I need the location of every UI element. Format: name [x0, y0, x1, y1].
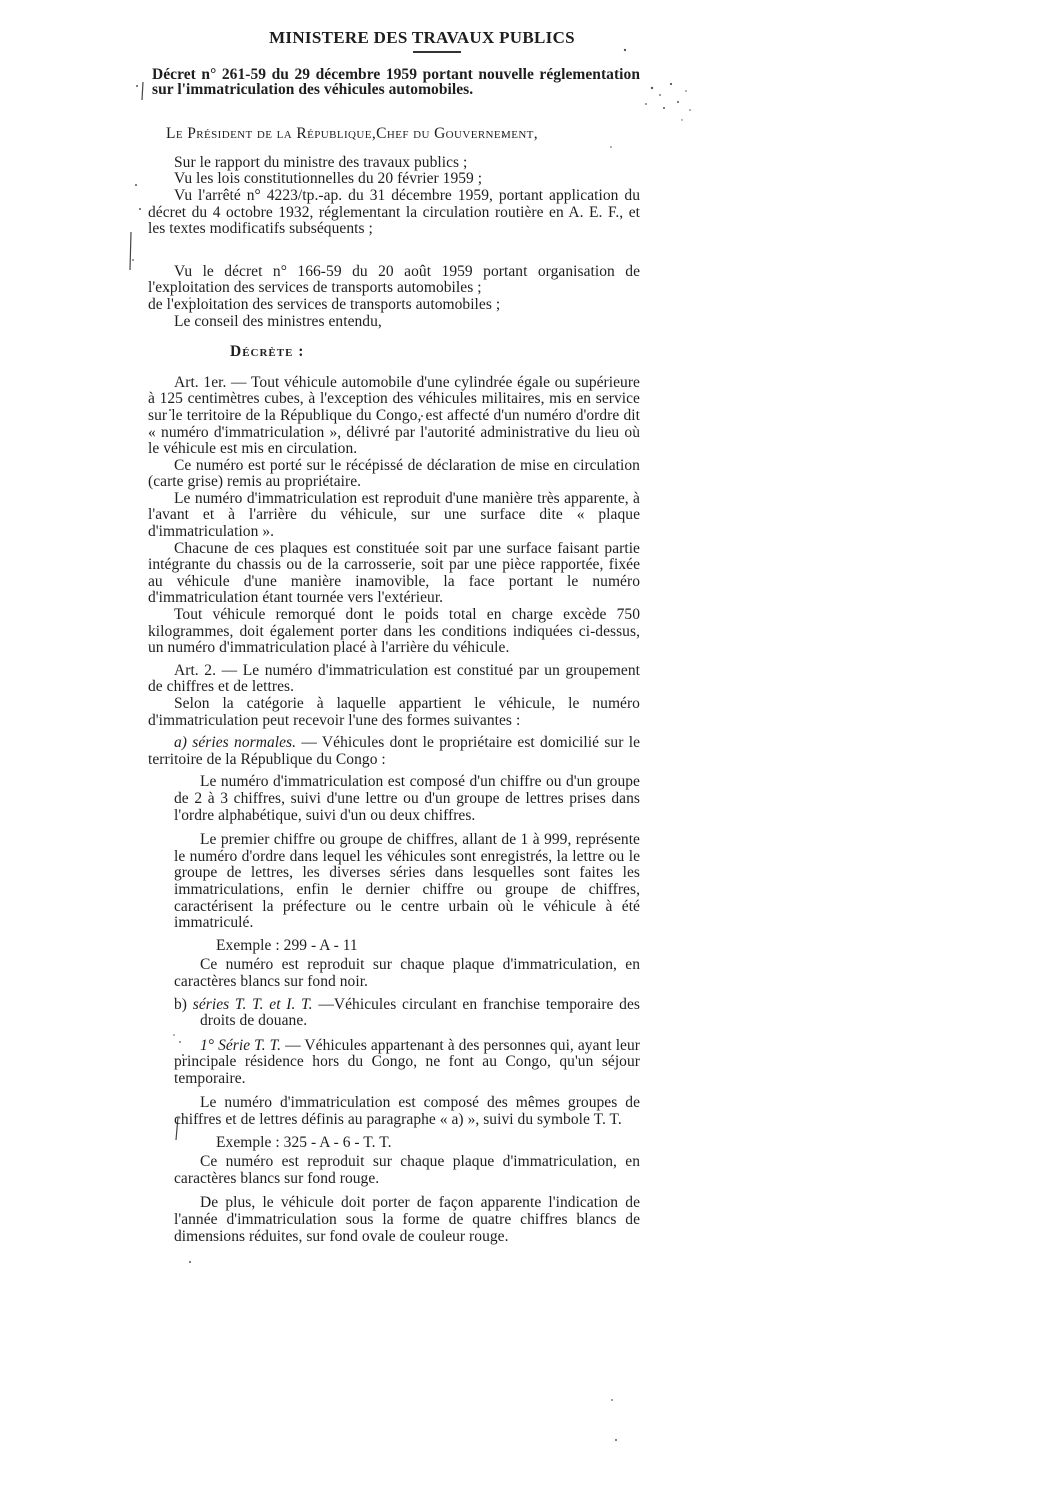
president-line: Le Président de la République,Chef du Gouvernement,: [166, 125, 539, 143]
visa-conseil: Le conseil des ministres entendu,: [174, 312, 382, 330]
visas: [148, 155, 640, 330]
series-b-text: —Véhicules circulant en franchise temporaire des droits de douane.: [200, 995, 640, 1030]
series-tt-example: Exemple : 325 - A - 6 - T. T.: [216, 1133, 392, 1151]
visa-lois: Vu les lois constitutionnelles du 20 février 1959 ;: [174, 170, 483, 188]
art1-para-5: Tout véhicule remorqué dont le poids total en charge excède 750 kilogrammes, doit également porter dans les conditions indiquées ci-dessus, un numéro d'immatriculation placé à l'arrière du véhicule.: [148, 606, 640, 657]
series-tt-para-3: De plus, le véhicule doit porter de façon apparente l'indication de l'année d'immatriculation sous la forme de quatre chiffres blancs de dimensions réduites, sur fond ovale de couleur rouge.: [174, 1194, 640, 1245]
title-rule: [413, 51, 461, 53]
art2-para-1: Art. 2. — Le numéro d'immatriculation est constitué par un groupement de chiffres et de lettres.: [148, 661, 640, 696]
visa-rapport: Sur le rapport du ministre des travaux publics ;: [174, 153, 468, 171]
series-b: [148, 997, 640, 1246]
series-a-para-3: Ce numéro est reproduit sur chaque plaque d'immatriculation, en caractères blancs sur fond noir.: [174, 956, 640, 990]
art1-para-1: Art. 1er. — Tout véhicule automobile d'une cylindrée égale ou supérieure à 125 centimètres cubes, à l'exception des véhicules militaires, mis en service sur le territoire de la République du Congo, est affecté d'un numéro d'ordre dit « numéro d'immatriculation », délivré par l'autorité administrative du lieu où le véhicule est mis en circulation.: [148, 373, 640, 458]
art1-para-2: Ce numéro est porté sur le récépissé de déclaration de mise en circulation (carte grise) remis au propriétaire.: [148, 456, 640, 491]
series-a-intro: [148, 735, 640, 768]
visa-arrete: Vu l'arrêté n° 4223/tp.-ap. du 31 décembre 1959, portant application du décret du 4 octobre 1932, réglementant la circulation routière en A. E. F., et les textes modificatifs subséquents ;: [148, 186, 640, 238]
decrete-heading: Décrète :: [230, 343, 305, 361]
visa-decret-166: Vu le décret n° 166-59 du 20 août 1959 portant organisation de l'exploitation des services de transports automobiles ;: [148, 262, 640, 297]
series-a-example: Exemple : 299 - A - 11: [216, 936, 358, 954]
article-1: [148, 375, 640, 657]
series-tt-label: 1° Série T. T.: [200, 1036, 282, 1054]
article-2: [148, 663, 640, 729]
series-a-para-1: Le numéro d'immatriculation est composé d'un chiffre ou d'un groupe de 2 à 3 chiffres, suivi d'une lettre ou d'un groupe de lettres prises dans l'ordre alphabétique, suivi d'un ou deux chiffres.: [174, 773, 640, 824]
art1-para-4: Chacune de ces plaques est constituée soit par une surface faisant partie intégrante du chassis ou de la carrosserie, soit par une pièce rapportée, fixée au véhicule d'une manière inamovible, la face portant le numéro d'immatriculation étant tournée vers l'extérieur.: [148, 539, 640, 607]
series-tt-intro: [148, 1038, 640, 1088]
series-b-prefix: b): [174, 995, 188, 1013]
visa-repeat-line: de l'exploitation des services de transports automobiles ;: [148, 295, 501, 313]
series-tt-para-2: Ce numéro est reproduit sur chaque plaque d'immatriculation, en caractères blancs sur fond rouge.: [174, 1153, 640, 1187]
decree-heading: Décret n° 261-59 du 29 décembre 1959 portant nouvelle réglementation sur l'immatriculation des véhicules automobiles.: [152, 65, 640, 99]
document-column: [148, 30, 640, 1245]
series-a-label: a) séries normales.: [174, 734, 297, 752]
series-a-text: — Véhicules dont le propriétaire est domicilié sur le territoire de la République du Congo :: [148, 734, 640, 768]
series-b-label: séries T. T. et I. T.: [192, 995, 313, 1013]
art1-para-3: Le numéro d'immatriculation est reproduit d'une manière très apparente, à l'avant et à l'arrière du véhicule, sur une surface dite « plaque d'immatriculation ».: [148, 489, 640, 541]
ministry-title: MINISTERE DES TRAVAUX PUBLICS: [269, 28, 575, 47]
series-tt-para-1: Le numéro d'immatriculation est composé des mêmes groupes de chiffres et de lettres définis au paragraphe « a) », suivi du symbole T. T.: [174, 1094, 640, 1129]
series-a: [148, 735, 640, 990]
art2-para-2: Selon la catégorie à laquelle appartient le véhicule, le numéro d'immatriculation peut recevoir l'une des formes suivantes :: [148, 695, 640, 729]
series-tt-text: — Véhicules appartenant à des personnes qui, ayant leur principale résidence hors du Congo, ne font au Congo, qu'un séjour temporaire.: [174, 1036, 641, 1087]
series-a-para-2: Le premier chiffre ou groupe de chiffres, allant de 1 à 999, représente le numéro d'ordre dans lequel les véhicules sont enregistrés, la lettre ou le groupe de lettres, les diverses séries dans lesquelles sont faites les immatriculations, enfin le dernier chiffre ou groupe de chiffres, caractérisent la préfecture ou le centre urbain où le véhicule à été immatriculé.: [174, 831, 640, 932]
series-b-intro: [148, 997, 640, 1030]
